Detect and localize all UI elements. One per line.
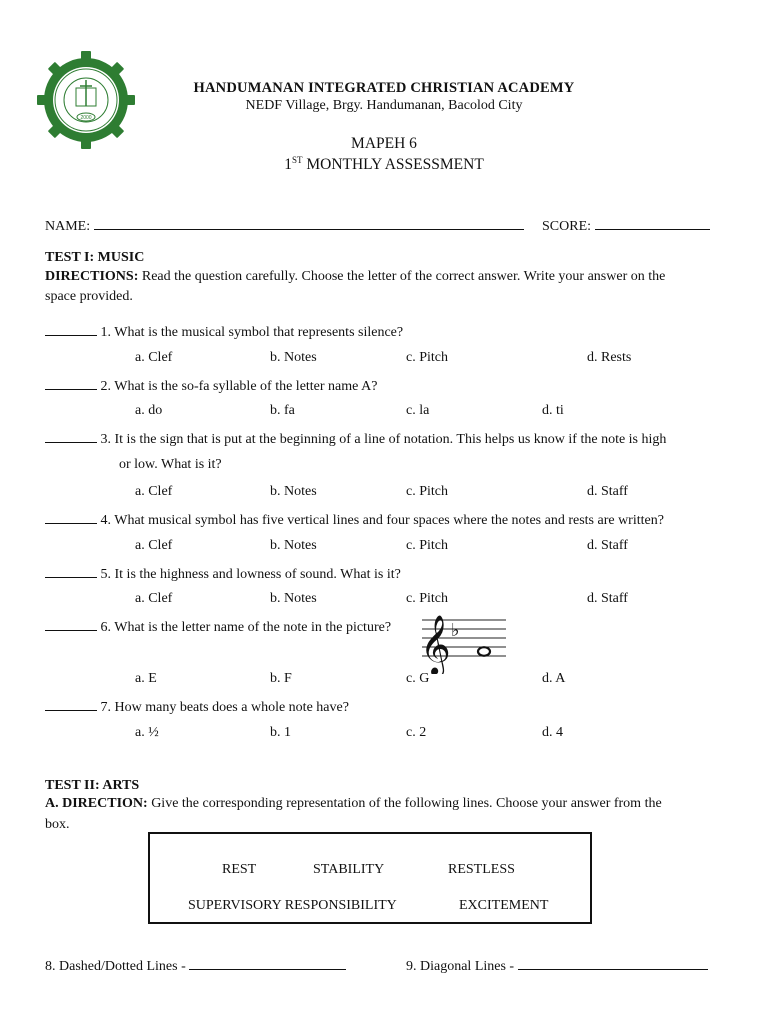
q3-option-d: d. Staff: [587, 484, 628, 499]
score-label: SCORE:: [542, 219, 592, 234]
question-7: 7. How many beats does a whole note have?: [45, 698, 349, 716]
whole-note-icon: [478, 647, 490, 656]
assessment-label: MONTHLY ASSESSMENT: [302, 156, 484, 173]
score-field[interactable]: [542, 217, 710, 235]
answer-blank[interactable]: [45, 511, 97, 524]
q6-option-c: c. G: [406, 671, 430, 686]
q7-option-b: b. 1: [270, 725, 291, 740]
question-6: 6. What is the letter name of the note in the picture?: [45, 618, 391, 636]
q1-option-a: a. Clef: [135, 350, 173, 365]
box-word-excitement: EXCITEMENT: [459, 898, 549, 913]
q3-option-b: b. Notes: [270, 484, 317, 499]
q1-option-d: d. Rests: [587, 350, 632, 365]
direction-label: A. DIRECTION:: [45, 796, 148, 811]
q5-option-b: b. Notes: [270, 591, 317, 606]
q1-option-c: c. Pitch: [406, 350, 448, 365]
q3-option-a: a. Clef: [135, 484, 173, 499]
q6-option-a: a. E: [135, 671, 157, 686]
q4-option-a: a. Clef: [135, 538, 173, 553]
answer-blank[interactable]: [45, 565, 97, 578]
question-3-cont: or low. What is it?: [119, 457, 222, 472]
q5-option-d: d. Staff: [587, 591, 628, 606]
q6-option-b: b. F: [270, 671, 292, 686]
question-4: 4. What musical symbol has five vertical lines and four spaces where the notes and rests are written?: [45, 511, 664, 529]
answer-blank[interactable]: [45, 377, 97, 390]
answer-blank[interactable]: [45, 698, 97, 711]
q2-option-a: a. do: [135, 403, 163, 418]
answer-blank[interactable]: [45, 618, 97, 631]
directions-label: DIRECTIONS:: [45, 269, 139, 284]
assessment-ordinal: ST: [291, 155, 303, 165]
box-word-supervisory-responsibility: SUPERVISORY RESPONSIBILITY: [188, 898, 397, 913]
box-word-rest: REST: [222, 862, 257, 877]
q2-option-b: b. fa: [270, 403, 295, 418]
q6-option-d: d. A: [542, 671, 566, 686]
test2-title: TEST II: ARTS: [45, 778, 140, 793]
flat-sign-icon: ♭: [451, 620, 460, 641]
q4-option-d: d. Staff: [587, 538, 628, 553]
test1-title: TEST I: MUSIC: [45, 250, 145, 265]
test2-direction: [45, 796, 662, 812]
school-address: NEDF Village, Brgy. Handumanan, Bacolod City: [245, 98, 523, 113]
name-field[interactable]: [45, 217, 524, 235]
q4-option-c: c. Pitch: [406, 538, 448, 553]
box-word-restless: RESTLESS: [448, 862, 515, 877]
school-name: HANDUMANAN INTEGRATED CHRISTIAN ACADEMY: [193, 80, 575, 96]
item-9-blank[interactable]: [518, 957, 708, 970]
question-1: 1. What is the musical symbol that represents silence?: [45, 323, 403, 341]
q5-option-c: c. Pitch: [406, 591, 448, 606]
item-9: 9. Diagonal Lines -: [406, 957, 708, 975]
q1-option-b: b. Notes: [270, 350, 317, 365]
answer-blank[interactable]: [45, 323, 97, 336]
assessment-title: [0, 155, 768, 174]
directions-text: Read the question carefully. Choose the letter of the correct answer. Write your answer on the: [138, 269, 666, 284]
q2-option-c: c. la: [406, 403, 430, 418]
q5-option-a: a. Clef: [135, 591, 173, 606]
question-3: 3. It is the sign that is put at the beginning of a line of notation. This helps us know if the note is high: [45, 430, 666, 448]
subject-title: MAPEH 6: [351, 135, 417, 152]
box-word-stability: STABILITY: [313, 862, 385, 877]
answer-blank[interactable]: [45, 430, 97, 443]
score-blank[interactable]: [595, 217, 710, 230]
seal-year: 2000: [80, 115, 92, 121]
treble-clef-icon: 𝄞: [420, 615, 451, 674]
test1-directions-cont: space provided.: [45, 289, 133, 304]
q7-option-d: d. 4: [542, 725, 563, 740]
music-staff-figure: [418, 606, 510, 674]
q2-option-d: d. ti: [542, 403, 564, 418]
question-5: 5. It is the highness and lowness of sound. What is it?: [45, 565, 401, 583]
name-label: NAME:: [45, 219, 91, 234]
test1-directions: [45, 269, 665, 285]
question-2: 2. What is the so-fa syllable of the letter name A?: [45, 377, 377, 395]
item-8: 8. Dashed/Dotted Lines -: [45, 957, 346, 975]
assessment-number: 1: [284, 156, 292, 173]
test2-direction-cont: box.: [45, 817, 70, 832]
item-8-blank[interactable]: [189, 957, 346, 970]
name-blank[interactable]: [94, 217, 524, 230]
q3-option-c: c. Pitch: [406, 484, 448, 499]
q7-option-c: c. 2: [406, 725, 427, 740]
direction-text: Give the corresponding representation of the following lines. Choose your answer from the: [147, 796, 662, 811]
q7-option-a: a. ½: [135, 725, 159, 740]
q4-option-b: b. Notes: [270, 538, 317, 553]
